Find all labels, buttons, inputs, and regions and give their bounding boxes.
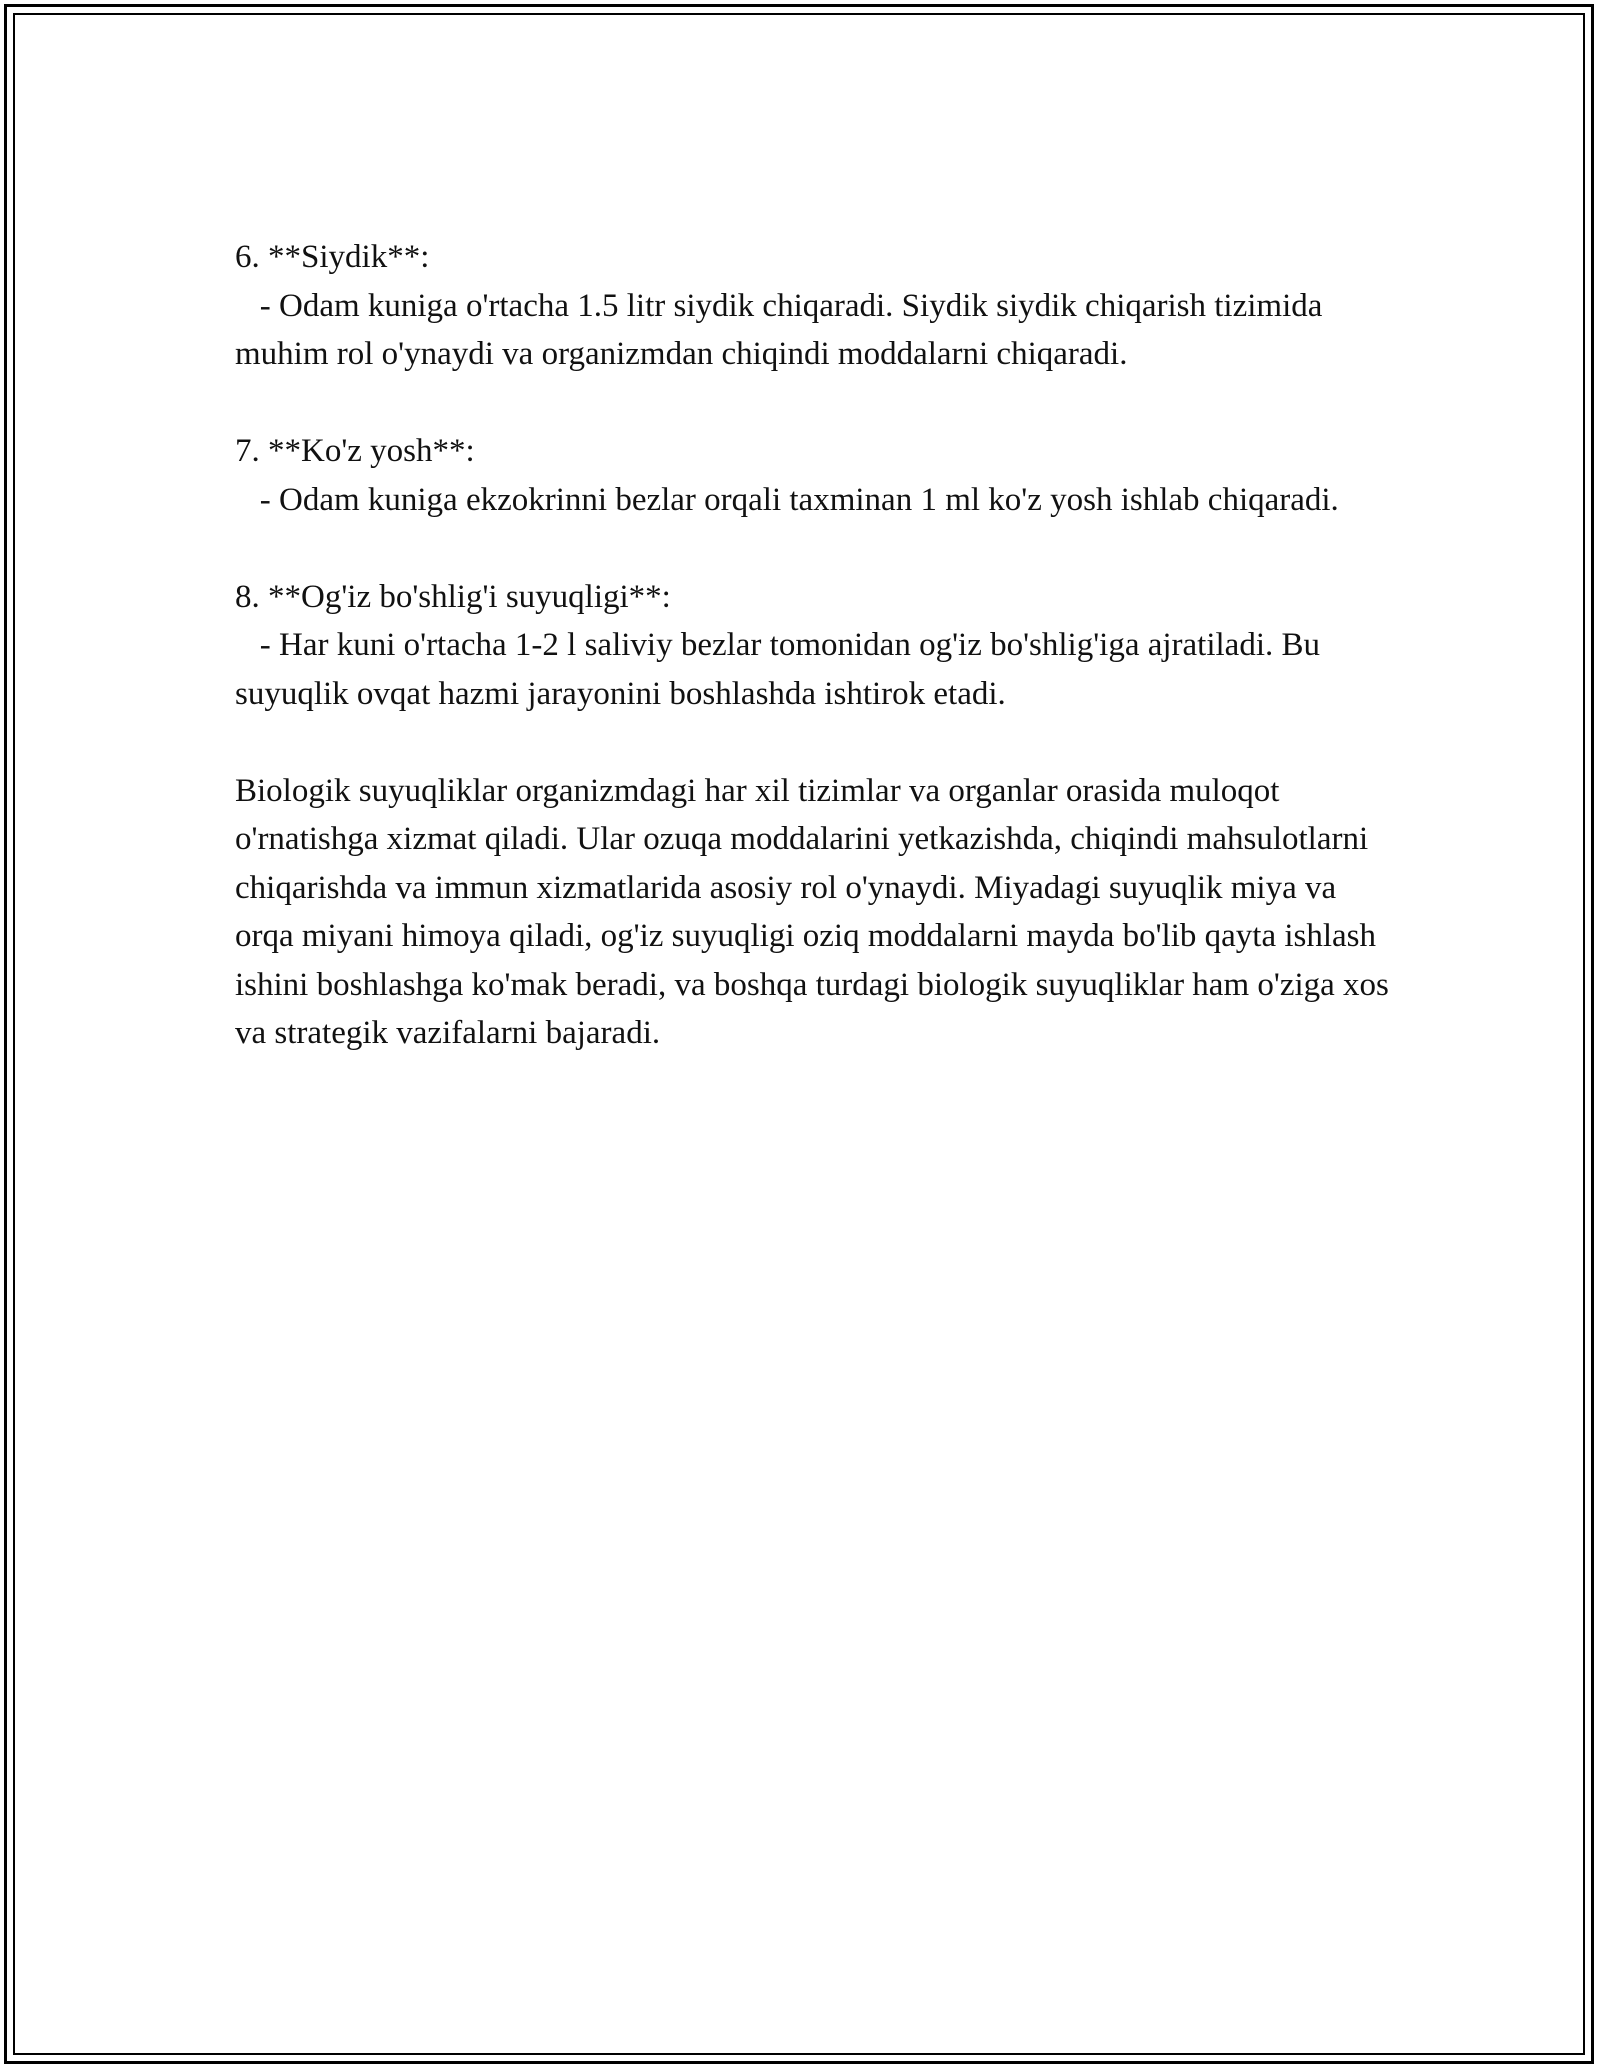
document-body: [235, 233, 1398, 1106]
section-text: - Har kuni o'rtacha 1-2 l saliviy bezlar tomonidan og'iz bo'shlig'iga ajratiladi. Bu suyuqlik ovqat hazmi jarayonini boshlashda ishtirok etadi.: [235, 627, 1329, 712]
section-text: - Odam kuniga o'rtacha 1.5 litr siydik chiqaradi. Siydik siydik chiqarish tizimida muhim rol o'ynaydi va organizmdan chiqindi moddalarni chiqaradi.: [235, 287, 1331, 372]
section-8: [235, 573, 1395, 719]
section-6: [235, 233, 1395, 379]
section-7: [235, 427, 1395, 524]
section-heading: 7. **Ko'z yosh**:: [235, 433, 475, 469]
section-heading: 6. **Siydik**:: [235, 239, 430, 275]
section-heading: 8. **Og'iz bo'shlig'i suyuqligi**:: [235, 578, 671, 615]
section-text: - Odam kuniga ekzokrinni bezlar orqali taxminan 1 ml ko'z yosh ishlab chiqaradi.: [235, 481, 1339, 518]
conclusion-paragraph: Biologik suyuqliklar organizmdagi har xil tizimlar va organlar orasida muloqot o'rnatishga xizmat qiladi. Ular ozuqa moddalarini yetkazishda, chiqindi mahsulotlarni chiqarishda va immun xizmatlarida asosiy rol o'ynaydi. Miyadagi suyuqlik miya va orqa miyani himoya qiladi, og'iz suyuqligi oziq moddalarni mayda bo'lib qayta ishlash ishini boshlashga ko'mak beradi, va boshqa turdagi biologik suyuqliklar ham o'ziga xos va strategik vazifalarni bajaradi.: [235, 772, 1398, 1051]
conclusion-block: [235, 767, 1398, 1058]
